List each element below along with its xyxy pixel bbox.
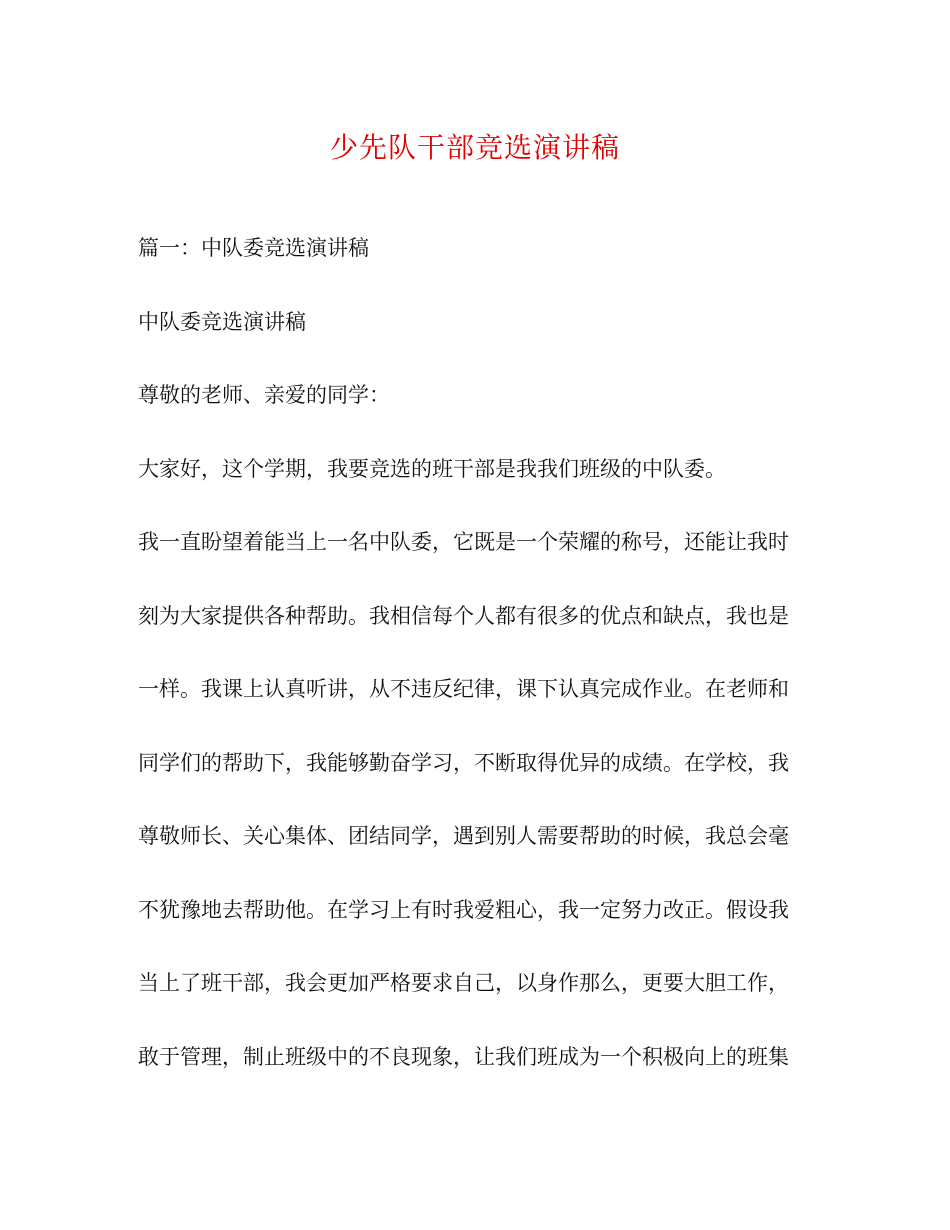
paragraph-line: 同学们的帮助下，我能够勤奋学习，不断取得优异的成绩。在学校，我	[138, 750, 789, 775]
section-heading: 篇一：中队委竞选演讲稿	[138, 236, 369, 260]
paragraph-line: 我一直盼望着能当上一名中队委，它既是一个荣耀的称号，还能让我时	[138, 530, 789, 554]
paragraph-line: 尊敬师长、关心集体、团结同学，遇到别人需要帮助的时候，我总会毫	[138, 824, 789, 848]
document-title: 少先队干部竞选演讲稿	[329, 131, 620, 164]
paragraph-line: 敢于管理，制止班级中的不良现象，让我们班成为一个积极向上的班集	[138, 1044, 789, 1069]
paragraph-line: 一样。我课上认真听讲，从不违反纪律，课下认真完成作业。在老师和	[138, 677, 789, 701]
paragraph-line: 不犹豫地去帮助他。在学习上有时我爱粗心，我一定努力改正。假设我	[138, 897, 789, 922]
paragraph-line: 当上了班干部，我会更加严格要求自己，以身作那么，更要大胆工作，	[138, 971, 789, 995]
salutation: 尊敬的老师、亲爱的同学：	[138, 383, 390, 407]
document-body	[138, 212, 818, 1094]
intro-line: 大家好，这个学期，我要竞选的班干部是我我们班级的中队委。	[138, 456, 726, 481]
paragraph-line: 刻为大家提供各种帮助。我相信每个人都有很多的优点和缺点，我也是	[138, 603, 789, 628]
speech-subtitle: 中队委竞选演讲稿	[138, 309, 306, 334]
